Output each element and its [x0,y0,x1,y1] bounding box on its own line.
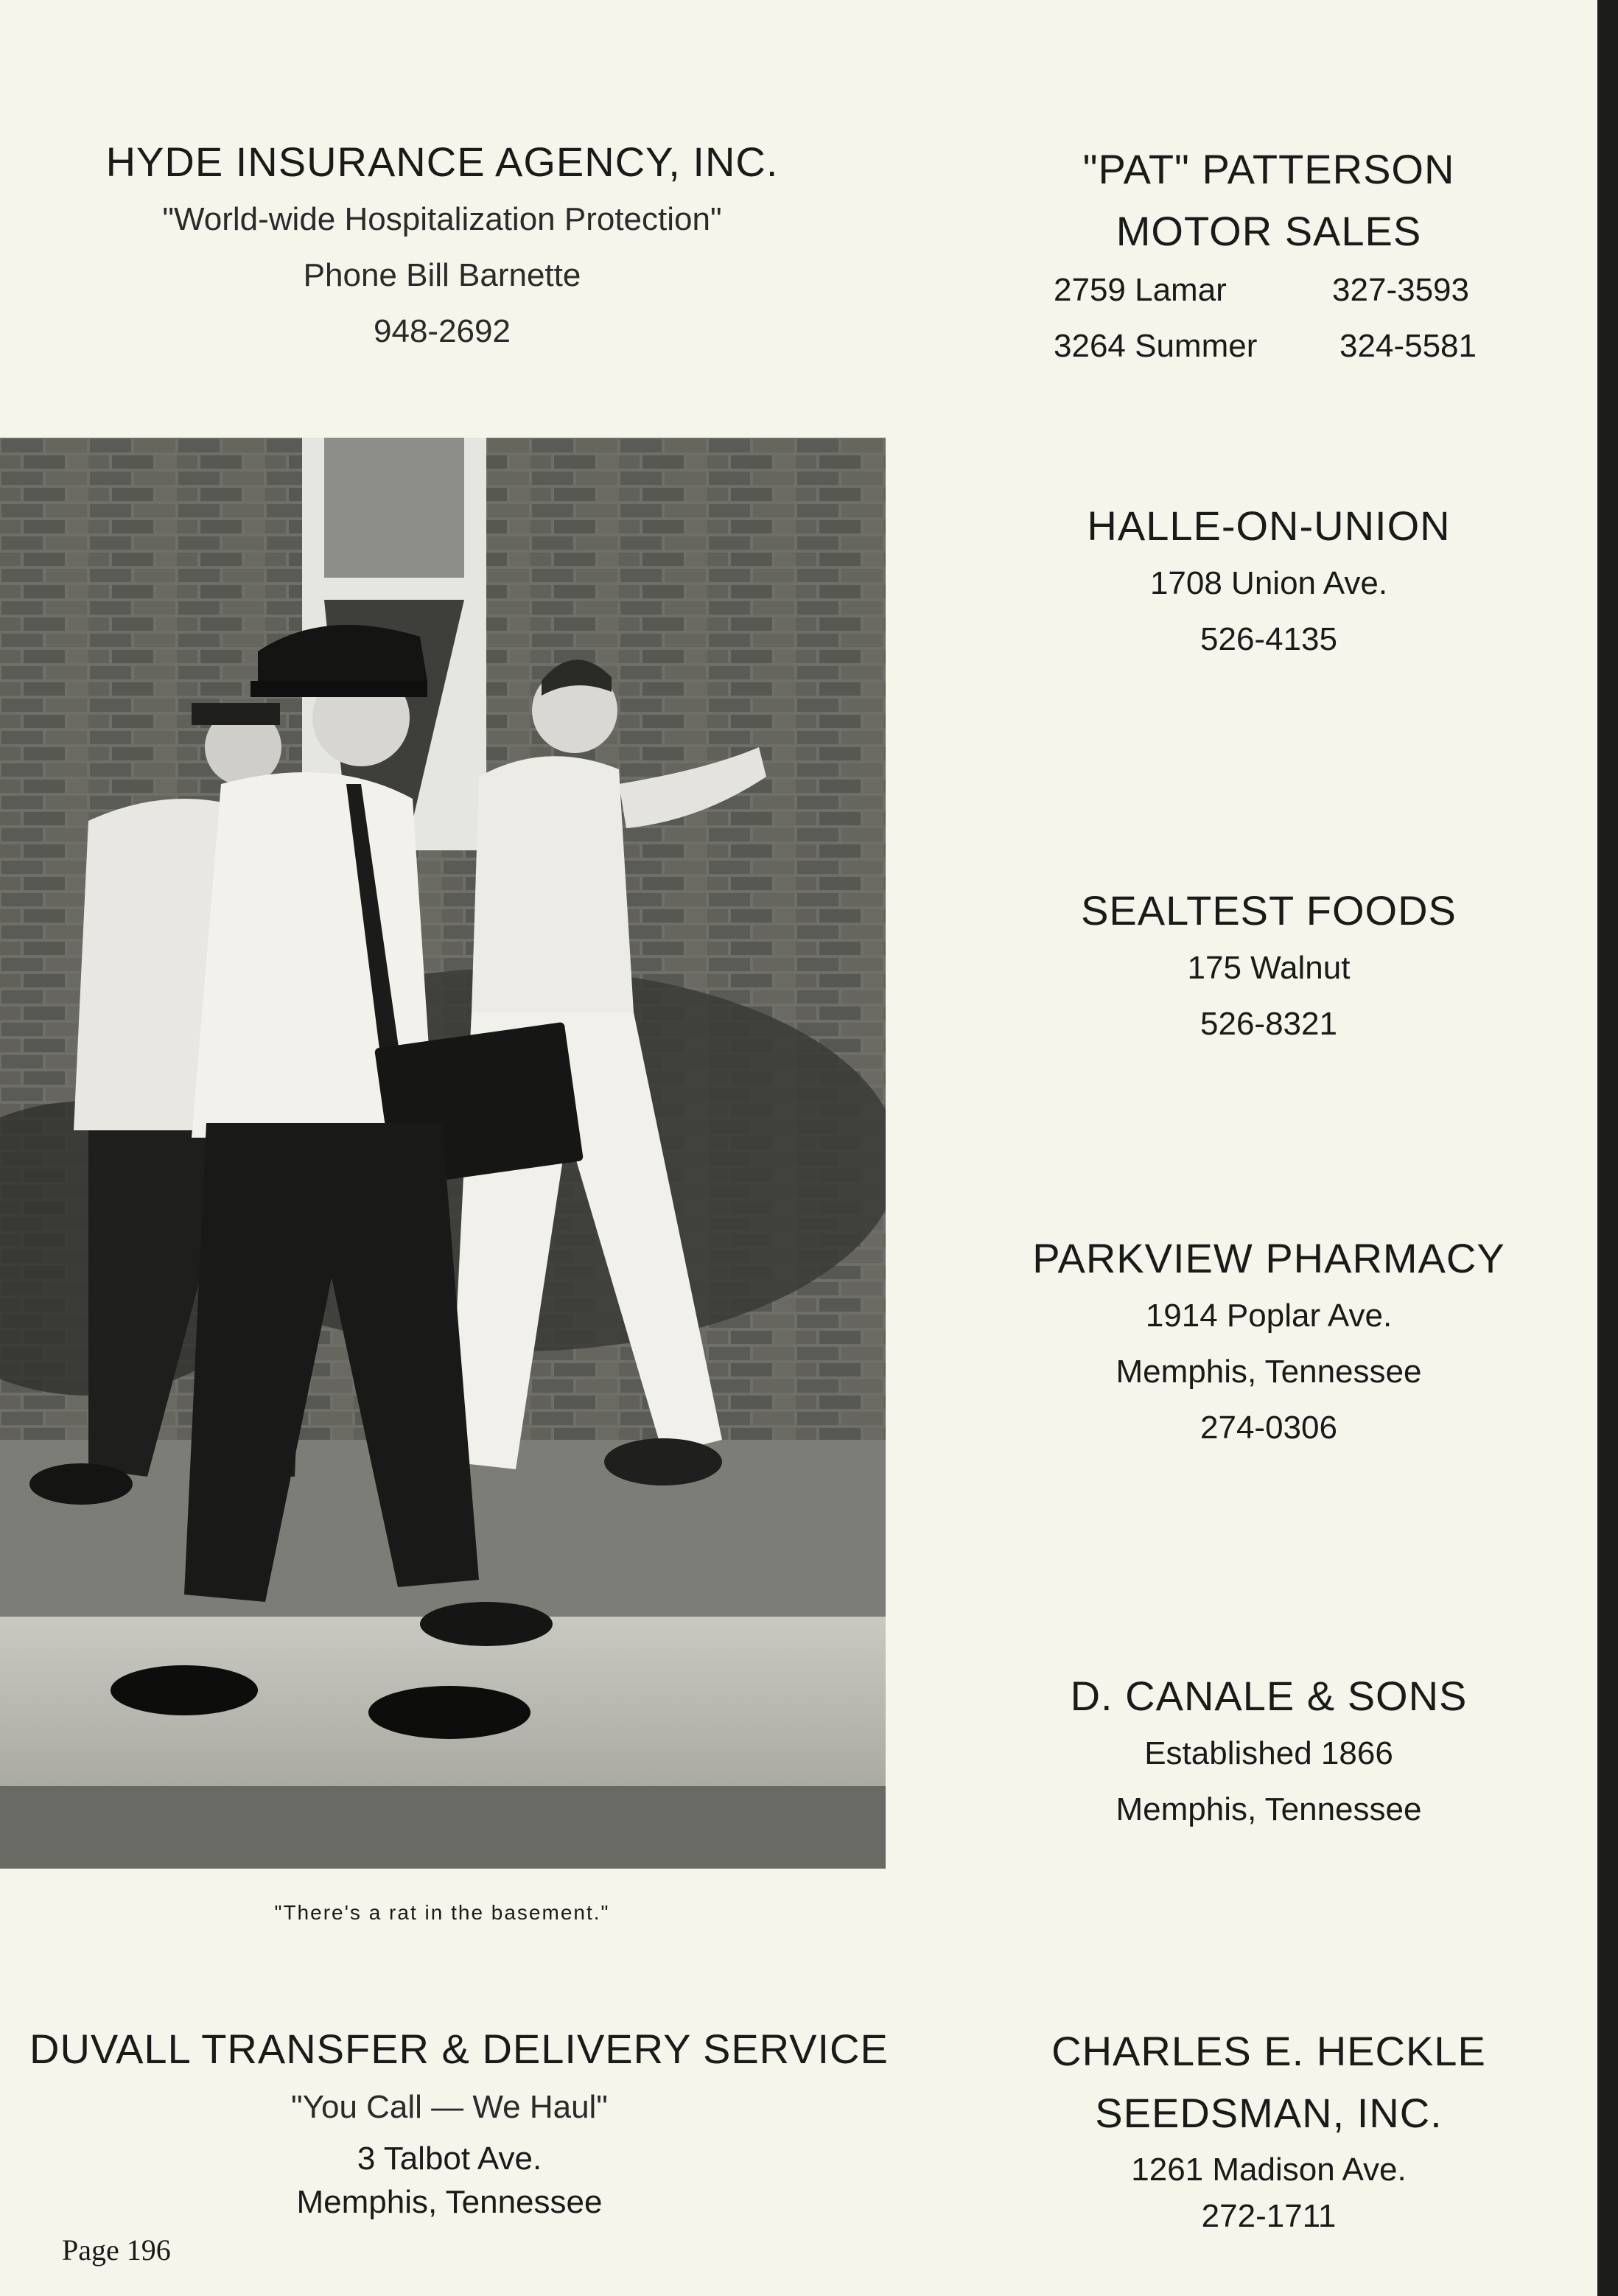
ad-title: PARKVIEW PHARMACY [1032,1235,1505,1281]
ad-title: HYDE INSURANCE AGENCY, INC. [105,139,779,185]
photo-image [0,438,886,1869]
ad-parkview-pharmacy [1017,1229,1521,1456]
ad-title-line2: SEEDSMAN, INC. [1095,2090,1443,2136]
photo-officers-and-boy [0,438,886,1869]
page-number: Page 196 [62,2233,171,2267]
ad-address-row [1032,262,1506,318]
ad-duvall-transfer [29,2019,889,2222]
ad-city: Memphis, Tennessee [1116,1791,1422,1827]
ad-title: HALLE-ON-UNION [1087,503,1451,549]
ad-phone: 526-8321 [1200,1006,1337,1042]
ad-patterson-motor-sales [1032,139,1506,374]
ad-address: 175 Walnut [1187,950,1351,986]
ad-city: Memphis, Tennessee [296,2184,603,2220]
ad-address: 1914 Poplar Ave. [1145,1298,1393,1334]
ad-city: Memphis, Tennessee [1116,1354,1422,1390]
ad-phone: 272-1711 [1201,2198,1337,2234]
ad-title: D. CANALE & SONS [1070,1673,1468,1719]
ad-address: 1708 Union Ave. [1149,565,1388,601]
ad-title: "PAT" PATTERSON [1082,146,1455,192]
ad-phone: 526-4135 [1200,621,1337,657]
ad-tagline: "You Call — We Haul" [291,2089,608,2125]
ad-sealtest-foods [1032,881,1506,1052]
ad-address: 1261 Madison Ave. [1131,2152,1407,2188]
ad-phone: 324-5581 [1339,328,1477,364]
ad-address: 3 Talbot Ave. [357,2141,542,2177]
ad-title: DUVALL TRANSFER & DELIVERY SERVICE [29,2026,889,2072]
ad-canale-and-sons [1032,1667,1506,1838]
ad-address-row [1032,318,1506,374]
ad-heckle-seedsman [1032,2020,1506,2237]
ad-phone: 948-2692 [374,313,511,349]
ad-halle-on-union [1032,497,1506,668]
ad-established: Established 1866 [1144,1735,1393,1771]
ad-hyde-insurance [74,133,810,360]
ad-tagline: "World-wide Hospitalization Protection" [162,201,722,237]
page-edge [1597,0,1618,2296]
ad-address: 2759 Lamar [1054,272,1227,308]
ad-phone: 274-0306 [1200,1410,1337,1446]
ad-phone: 327-3593 [1332,272,1469,308]
photo-caption: "There's a rat in the basement." [274,1901,610,1924]
ad-contact: Phone Bill Barnette [303,257,581,293]
ad-address: 3264 Summer [1054,328,1258,364]
ad-title: SEALTEST FOODS [1081,887,1457,934]
ad-title: CHARLES E. HECKLE [1051,2028,1486,2074]
ad-title-line2: MOTOR SALES [1116,208,1422,254]
